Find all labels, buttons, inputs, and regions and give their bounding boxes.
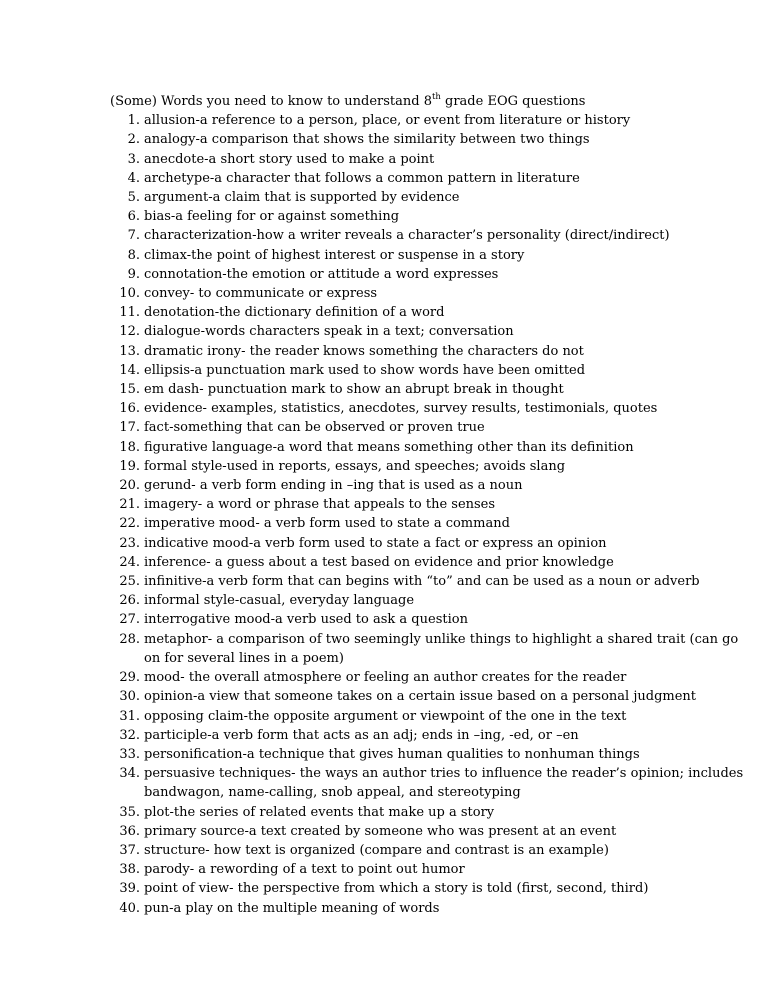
list-item — [110, 476, 750, 495]
title-superscript: th — [432, 91, 441, 102]
list-item-text: informal style-casual, everyday language — [144, 593, 415, 609]
list-item-text: analogy-a comparison that shows the similarity between two things — [144, 132, 590, 148]
list-item — [110, 169, 750, 188]
list-item — [110, 438, 750, 457]
list-item-number: 3. — [127, 151, 140, 167]
list-item — [110, 860, 750, 879]
list-item-number: 37. — [119, 842, 140, 858]
list-item-text: gerund- a verb form ending in –ing that is used as a noun — [144, 478, 523, 494]
list-item-number: 10. — [119, 286, 140, 302]
vocabulary-list — [110, 111, 750, 918]
list-item — [110, 342, 750, 361]
list-item-text: connotation-the emotion or attitude a word expresses — [144, 266, 499, 282]
list-item-number: 24. — [119, 554, 140, 570]
list-item — [110, 764, 750, 802]
list-item-number: 8. — [127, 247, 140, 263]
list-item — [110, 630, 750, 668]
list-item — [110, 726, 750, 745]
list-item-text: ellipsis-a punctuation mark used to show words have been omitted — [144, 362, 586, 378]
list-item-text: pun-a play on the multiple meaning of words — [144, 900, 440, 916]
list-item — [110, 610, 750, 629]
list-item-number: 40. — [119, 900, 140, 916]
list-item-number: 11. — [119, 305, 140, 321]
list-item-number: 29. — [119, 670, 140, 686]
list-item-number: 9. — [127, 266, 140, 282]
list-item-number: 17. — [119, 420, 140, 436]
list-item-number: 19. — [119, 458, 140, 474]
list-item — [110, 514, 750, 533]
list-item-number: 16. — [119, 401, 140, 417]
list-item — [110, 303, 750, 322]
list-item-number: 1. — [127, 113, 140, 129]
list-item-text: inference- a guess about a test based on evidence and prior knowledge — [144, 554, 614, 570]
list-item-number: 33. — [119, 746, 140, 762]
list-item — [110, 591, 750, 610]
list-item — [110, 322, 750, 341]
list-item — [110, 668, 750, 687]
list-item-number: 15. — [119, 382, 140, 398]
list-item — [110, 418, 750, 437]
list-item-text: dramatic irony- the reader knows something the characters do not — [144, 343, 584, 359]
list-item-text: argument-a claim that is supported by evidence — [144, 190, 460, 206]
list-item-text: plot-the series of related events that make up a story — [144, 804, 495, 820]
list-item — [110, 707, 750, 726]
list-item — [110, 534, 750, 553]
list-item-text: archetype-a character that follows a common pattern in literature — [144, 170, 580, 186]
list-item-text: bias-a feeling for or against something — [144, 209, 400, 225]
list-item-text: allusion-a reference to a person, place, or event from literature or history — [144, 113, 631, 129]
list-item — [110, 553, 750, 572]
list-item-text: em dash- punctuation mark to show an abrupt break in thought — [144, 382, 564, 398]
list-item-number: 30. — [119, 689, 140, 705]
list-item — [110, 745, 750, 764]
list-item — [110, 879, 750, 898]
list-item-text: structure- how text is organized (compare and contrast is an example) — [144, 842, 609, 858]
list-item-text: metaphor- a comparison of two seemingly unlike things to highlight a shared trait (can go on for several lines in a poem) — [144, 631, 739, 666]
list-item-number: 6. — [127, 209, 140, 225]
list-item-number: 12. — [119, 324, 140, 340]
list-item-text: primary source-a text created by someone who was present at an event — [144, 823, 617, 839]
list-item-number: 23. — [119, 535, 140, 551]
list-item-text: imperative mood- a verb form used to state a command — [144, 516, 510, 532]
list-item — [110, 399, 750, 418]
list-item-text: opinion-a view that someone takes on a certain issue based on a personal judgment — [144, 689, 697, 705]
list-item-text: persuasive techniques- the ways an author tries to influence the reader’s opinion; includes bandwagon, name-calling, snob appeal, and stereotyping — [144, 766, 744, 801]
list-item-number: 5. — [127, 190, 140, 206]
list-item-text: evidence- examples, statistics, anecdotes, survey results, testimonials, quotes — [144, 401, 658, 417]
list-item-number: 28. — [119, 631, 140, 647]
list-item-number: 34. — [119, 766, 140, 782]
list-item — [110, 265, 750, 284]
list-item-text: dialogue-words characters speak in a text; conversation — [144, 324, 514, 340]
list-item-text: interrogative mood-a verb used to ask a question — [144, 612, 468, 628]
list-item-number: 2. — [127, 132, 140, 148]
list-item-number: 36. — [119, 823, 140, 839]
list-item-number: 39. — [119, 881, 140, 897]
title-text-end: grade EOG questions — [440, 94, 586, 109]
list-item-text: opposing claim-the opposite argument or viewpoint of the one in the text — [144, 708, 627, 724]
list-item-number: 35. — [119, 804, 140, 820]
list-item — [110, 803, 750, 822]
list-item-number: 32. — [119, 727, 140, 743]
list-item-text: fact-something that can be observed or proven true — [144, 420, 485, 436]
list-item-text: formal style-used in reports, essays, and speeches; avoids slang — [144, 458, 566, 474]
list-item — [110, 822, 750, 841]
list-item — [110, 246, 750, 265]
list-item — [110, 130, 750, 149]
list-item-number: 7. — [127, 228, 140, 244]
list-item — [110, 457, 750, 476]
list-item — [110, 495, 750, 514]
list-item-number: 22. — [119, 516, 140, 532]
list-item-text: denotation-the dictionary definition of a word — [144, 305, 445, 321]
list-item-number: 14. — [119, 362, 140, 378]
list-item — [110, 284, 750, 303]
list-item — [110, 111, 750, 130]
document-page — [110, 92, 750, 918]
list-item-number: 18. — [119, 439, 140, 455]
page-title — [110, 92, 750, 111]
list-item-text: point of view- the perspective from which a story is told (first, second, third) — [144, 881, 649, 897]
list-item — [110, 226, 750, 245]
list-item-number: 13. — [119, 343, 140, 359]
list-item-number: 38. — [119, 862, 140, 878]
list-item-text: mood- the overall atmosphere or feeling an author creates for the reader — [144, 670, 627, 686]
list-item-number: 31. — [119, 708, 140, 724]
list-item-text: anecdote-a short story used to make a point — [144, 151, 435, 167]
list-item-text: figurative language-a word that means something other than its definition — [144, 439, 634, 455]
list-item-number: 4. — [127, 170, 140, 186]
list-item-number: 25. — [119, 574, 140, 590]
list-item-text: parody- a rewording of a text to point out humor — [144, 862, 465, 878]
list-item — [110, 361, 750, 380]
list-item-text: indicative mood-a verb form used to state a fact or express an opinion — [144, 535, 607, 551]
title-text-start: (Some) Words you need to know to understand 8 — [110, 94, 432, 109]
list-item-text: infinitive-a verb form that can begins with “to” and can be used as a noun or adverb — [144, 574, 700, 590]
list-item — [110, 899, 750, 918]
list-item-text: climax-the point of highest interest or suspense in a story — [144, 247, 525, 263]
list-item — [110, 150, 750, 169]
list-item-text: imagery- a word or phrase that appeals to the senses — [144, 497, 496, 513]
list-item — [110, 841, 750, 860]
list-item-number: 27. — [119, 612, 140, 628]
list-item-text: convey- to communicate or express — [144, 286, 378, 302]
list-item-number: 26. — [119, 593, 140, 609]
list-item — [110, 572, 750, 591]
list-item-text: participle-a verb form that acts as an adj; ends in –ing, -ed, or –en — [144, 727, 579, 743]
list-item-text: characterization-how a writer reveals a character’s personality (direct/indirect) — [144, 228, 670, 244]
list-item — [110, 207, 750, 226]
list-item-text: personification-a technique that gives human qualities to nonhuman things — [144, 746, 640, 762]
list-item-number: 21. — [119, 497, 140, 513]
list-item — [110, 380, 750, 399]
list-item — [110, 188, 750, 207]
list-item-number: 20. — [119, 478, 140, 494]
list-item — [110, 687, 750, 706]
